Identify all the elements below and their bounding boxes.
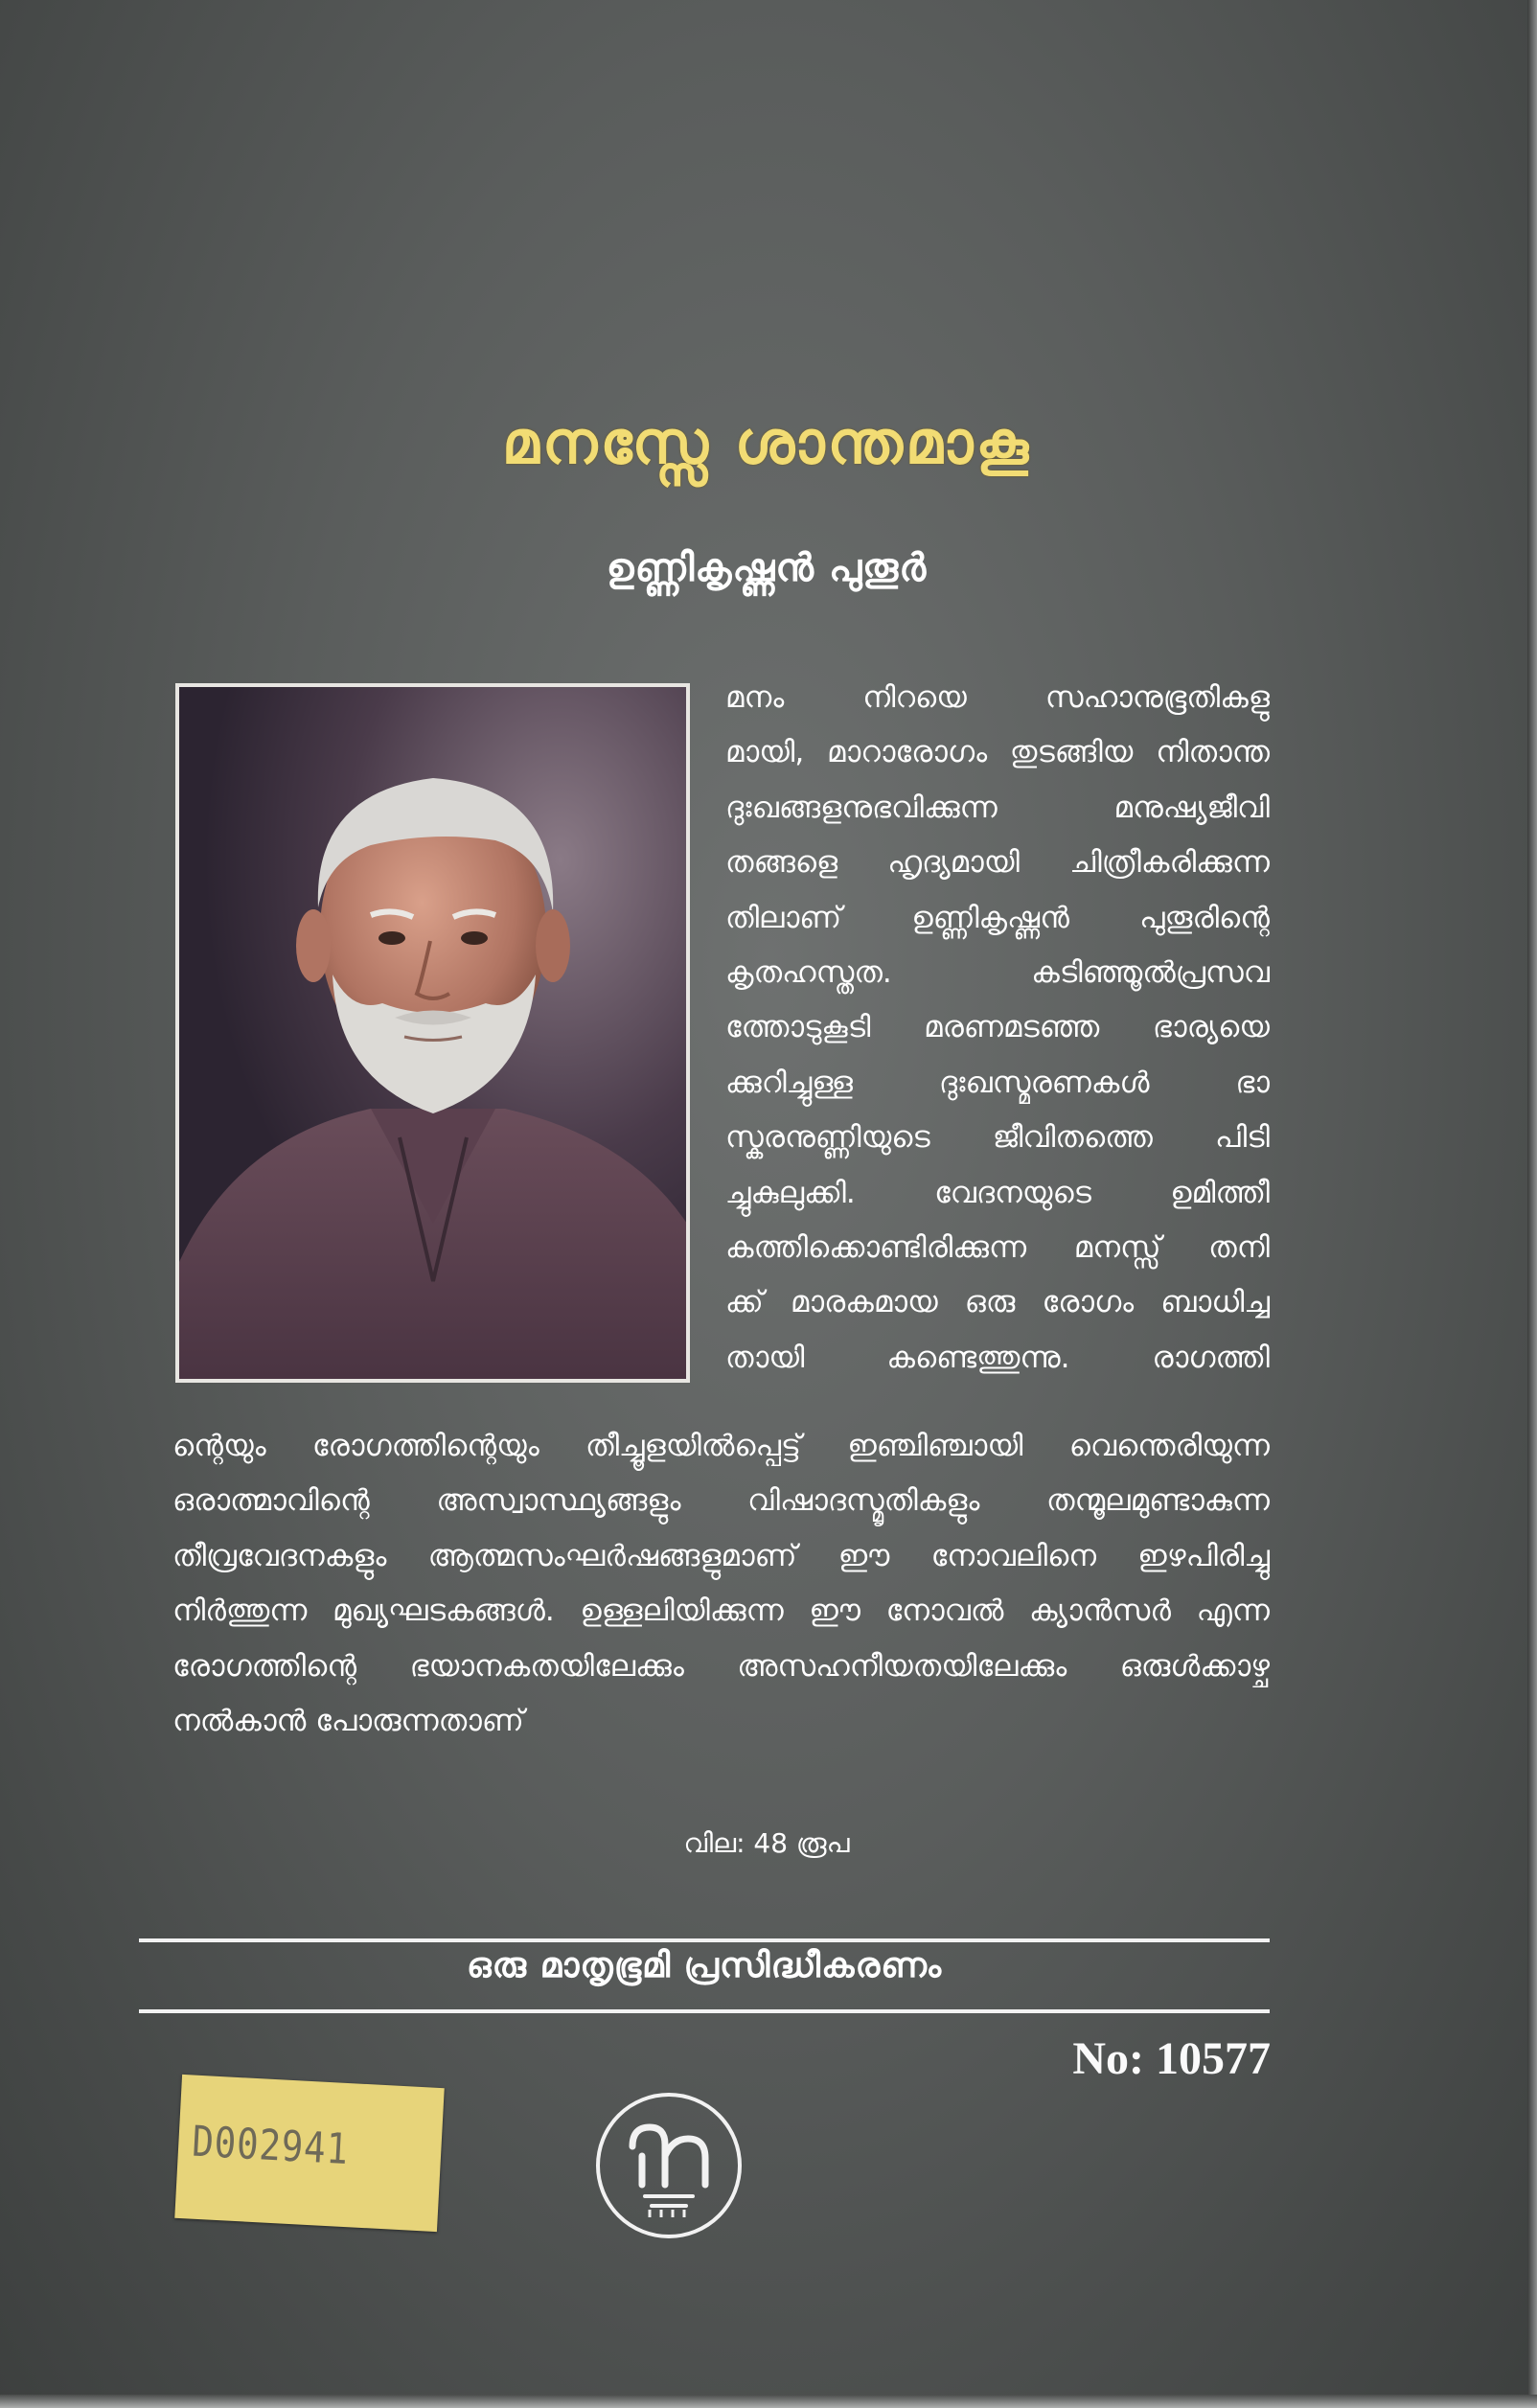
blurb-line: മായി, മാറാരോഗം തുടങ്ങിയ നിതാന്ത	[725, 735, 1270, 770]
blurb-line: തായി കണ്ടെത്തുന്നു. രാഗത്തി	[725, 1340, 1270, 1375]
library-sticker	[174, 2075, 444, 2232]
book-title: മനസ്സേ ശാന്തമാകൂ	[501, 407, 1032, 477]
author-name: ഉണ്ണികൃഷ്ണൻ പുതൂർ	[606, 546, 928, 590]
divider-bottom	[139, 2009, 1270, 2013]
blurb-line: ക്കുറിച്ചുള്ള ദുഃഖസ്മരണകൾ ഭാ	[725, 1065, 1270, 1100]
author-portrait	[179, 687, 687, 1379]
blurb-full-width	[172, 1419, 1270, 1749]
blurb-line: തീവ്രവേദനകളും ആത്മസംഘർഷങ്ങളുമാണ് ഈ നോവലിനെ ഇഴപിരിച്ചു	[172, 1538, 1270, 1573]
author-photo	[175, 683, 690, 1383]
page-edge-right	[1527, 0, 1537, 2408]
blurb-line: തിലാണ് ഉണ്ണികൃഷ്ണൻ പുതൂരിന്റെ	[725, 900, 1270, 935]
divider-top	[139, 1938, 1270, 1942]
blurb-line: കത്തിക്കൊണ്ടിരിക്കുന്ന മനസ്സ് തനി	[725, 1230, 1270, 1266]
blurb-line: ഒരാത്മാവിന്റെ അസ്വാസ്ഥ്യങ്ങളും വിഷാദസ്മൃതികളും തന്മൂലമുണ്ടാകുന്ന	[172, 1483, 1270, 1519]
blurb-line: സ്കരനുണ്ണിയുടെ ജീവിതത്തെ പിടി	[725, 1120, 1270, 1156]
blurb-line: ക്ക് മാരകമായ ഒരു രോഗം ബാധിച്ച	[725, 1285, 1270, 1320]
blurb-line: തങ്ങളെ ഹൃദ്യമായി ചിത്രീകരിക്കുന്ന	[725, 845, 1270, 881]
blurb-line: നിർത്തുന്ന മുഖ്യഘടകങ്ങൾ. ഉള്ളലിയിക്കുന്ന ഈ നോവൽ ക്യാൻസർ എന്ന	[172, 1594, 1270, 1629]
price-label: വില: 48 രൂപ	[683, 1827, 850, 1859]
sticker-code: D002941	[191, 2117, 351, 2175]
publisher-label: ഒരു മാതൃഭൂമി പ്രസിദ്ധീകരണം	[466, 1946, 943, 1985]
blurb-line: ത്തോടുകൂടി മരണമടഞ്ഞ ഭാര്യയെ	[725, 1010, 1270, 1045]
blurb-line: കൃതഹസ്തത. കടിഞ്ഞൂൽപ്രസവ	[725, 955, 1270, 991]
blurb-line: നൽകാൻ പോരുന്നതാണ്	[172, 1704, 524, 1739]
book-number: No: 10577	[1072, 2033, 1271, 2084]
blurb-line: ദുഃഖങ്ങളനുഭവിക്കുന്ന മനുഷ്യജീവി	[725, 790, 1270, 825]
mathrubhumi-logo-icon	[592, 2089, 746, 2242]
blurb-line: ച്ചുകുലുക്കി. വേദനയുടെ ഉമിത്തീ	[725, 1175, 1270, 1210]
blurb-side-column	[725, 671, 1270, 1386]
blurb-line: രോഗത്തിന്റെ ഭയാനകതയിലേക്കും അസഹനീയതയിലേക്കും ഒരുൾക്കാഴ്ച	[172, 1648, 1270, 1684]
blurb-line: മനം നിറയെ സഹാനുഭൂതികളു	[725, 680, 1270, 715]
blurb-line: ന്റെയും രോഗത്തിന്റെയും തീച്ചൂളയിൽപ്പെട്ട് ഇഞ്ചിഞ്ചായി വെന്തെരിയുന്ന	[172, 1429, 1270, 1463]
page-edge-bottom	[0, 2395, 1537, 2408]
